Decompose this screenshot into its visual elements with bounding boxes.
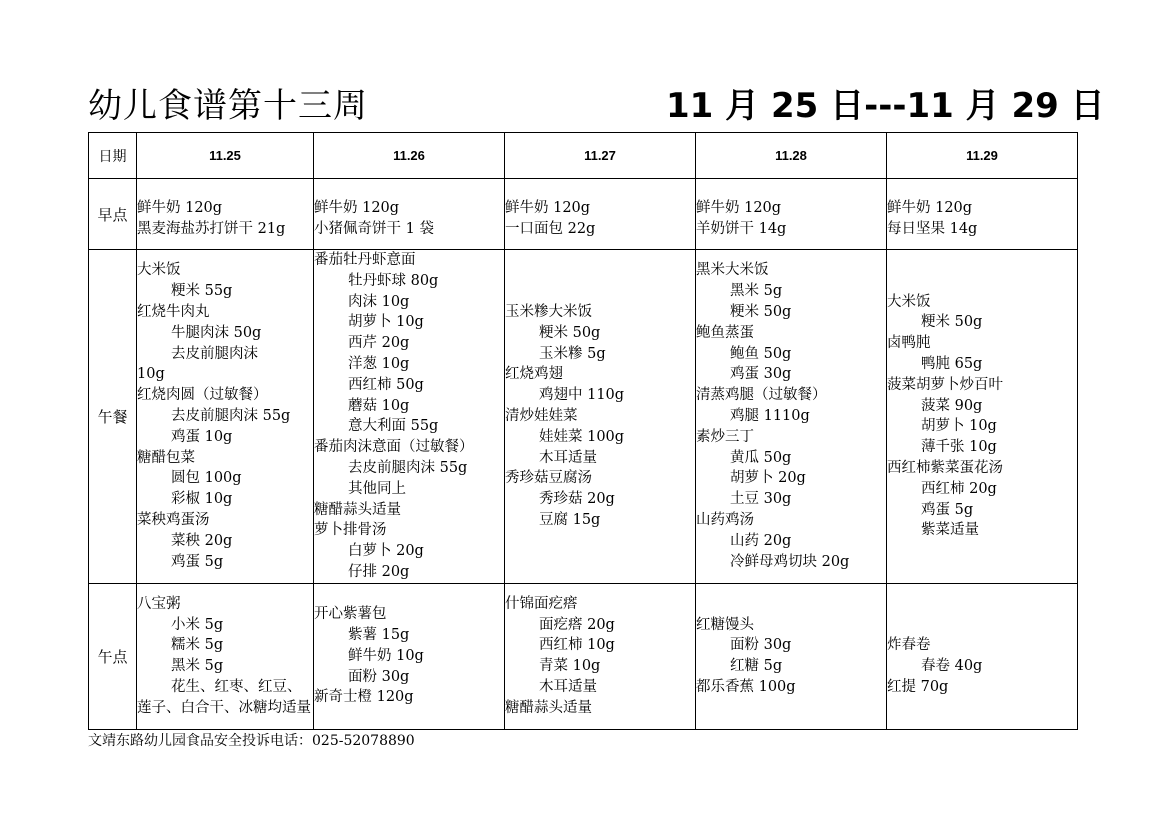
menu-cell <box>696 179 887 250</box>
ingredient-line: 菠菜 90g <box>921 397 983 414</box>
row-label-lunch: 午餐 <box>89 250 137 584</box>
day-header: 11.28 <box>696 133 887 179</box>
ingredient-line: 去皮前腿肉沫 <box>171 345 258 362</box>
ingredient-line: 山药 20g <box>730 532 792 549</box>
ingredient-line: 面疙瘩 20g <box>539 616 615 633</box>
header-row <box>89 133 1078 179</box>
menu-item: 鲜牛奶 120g <box>696 200 782 217</box>
dish-name: 菜秧鸡蛋汤 <box>137 511 210 528</box>
ingredient-line: 鸡腿 1110g <box>730 407 810 424</box>
menu-cell <box>887 250 1078 584</box>
ingredient-line: 鸭肫 65g <box>921 355 983 372</box>
ingredient-line: 冷鲜母鸡切块 20g <box>730 553 850 570</box>
ingredient-line: 鲍鱼 50g <box>730 345 792 362</box>
dish-name: 番茄肉沫意面（过敏餐） <box>314 439 474 456</box>
breakfast-row <box>89 179 1078 250</box>
ingredient-line: 牛腿肉沫 50g <box>171 324 262 341</box>
dish-name: 红提 70g <box>887 679 949 696</box>
ingredient-line: 仔排 20g <box>348 563 410 580</box>
menu-cell <box>696 250 887 584</box>
ingredient-line: 紫菜适量 <box>921 522 979 539</box>
menu-item: 一口面包 22g <box>505 221 596 237</box>
ingredient-line: 土豆 30g <box>730 491 792 508</box>
date-header-label: 日期 <box>89 133 137 179</box>
dish-name: 番茄牡丹虾意面 <box>314 252 416 268</box>
dish-name: 八宝粥 <box>137 595 181 612</box>
dish-name: 红烧牛肉丸 <box>137 303 210 320</box>
menu-cell <box>137 250 314 584</box>
dish-name <box>887 615 1077 636</box>
day-header: 11.25 <box>137 133 314 179</box>
dish-name: 秀珍菇豆腐汤 <box>505 470 592 487</box>
ingredient-line: 西红柿 50g <box>348 376 424 393</box>
dish-name: 西红柿紫菜蛋花汤 <box>887 459 1003 476</box>
dish-name: 清炒娃娃菜 <box>505 407 578 424</box>
ingredient-line: 粳米 55g <box>171 283 233 300</box>
menu-cell <box>887 583 1078 729</box>
ingredient-line: 去皮前腿肉沫 55g <box>348 459 468 476</box>
menu-item: 鲜牛奶 120g <box>505 200 591 217</box>
ingredient-line: 春卷 40g <box>921 658 983 675</box>
menu-cell <box>314 250 505 584</box>
dish-name: 糖醋包菜 <box>137 449 195 466</box>
menu-cell <box>137 179 314 250</box>
dish-name: 糖醋蒜头适量 <box>505 699 592 716</box>
dish-name: 炸春卷 <box>887 637 931 654</box>
menu-item: 鲜牛奶 120g <box>137 200 223 217</box>
ingredient-line: 薄千张 10g <box>921 439 997 456</box>
ingredient-line: 鸡蛋 10g <box>171 428 233 445</box>
afternoon-snack-row <box>89 583 1078 729</box>
dish-name: 大米饭 <box>887 293 931 310</box>
menu-cell <box>887 179 1078 250</box>
dish-name: 新奇士橙 120g <box>314 689 414 706</box>
ingredient-line: 鲜牛奶 10g <box>348 647 424 664</box>
ingredient-line: 鸡蛋 5g <box>171 553 224 570</box>
ingredient-line: 其他同上 <box>348 480 406 497</box>
ingredient-line: 秀珍菇 20g <box>539 491 615 508</box>
dish-name: 都乐香蕉 100g <box>696 679 796 696</box>
row-label-snack: 午点 <box>89 583 137 729</box>
ingredient-line: 意大利面 55g <box>348 418 439 435</box>
ingredient-line: 娃娃菜 100g <box>539 428 625 445</box>
ingredient-line: 牡丹虾球 80g <box>348 272 439 289</box>
day-header: 11.27 <box>505 133 696 179</box>
ingredient-line: 粳米 50g <box>921 314 983 331</box>
menu-cell <box>505 250 696 584</box>
menu-item: 羊奶饼干 14g <box>696 221 787 237</box>
menu-item: 小猪佩奇饼干 1 袋 <box>314 221 434 237</box>
menu-item: 黑麦海盐苏打饼干 21g <box>137 221 286 237</box>
page-title: 幼儿食谱第十三周 <box>88 86 368 126</box>
day-header: 11.29 <box>887 133 1078 179</box>
ingredient-line: 西芹 20g <box>348 335 410 352</box>
ingredient-line: 洋葱 10g <box>348 355 410 372</box>
date-range: 11 月 25 日---11 月 29 日 <box>666 86 1105 126</box>
menu-cell <box>137 583 314 729</box>
dish-name: 什锦面疙瘩 <box>505 595 578 612</box>
dish-name: 素炒三丁 <box>696 428 754 445</box>
ingredient-line: 糯米 5g <box>171 637 224 654</box>
dish-name: 红糖馒头 <box>696 616 754 633</box>
ingredient-line: 肉沫 10g <box>348 293 410 310</box>
ingredient-line: 玉米糁 5g <box>539 345 606 362</box>
lunch-row <box>89 250 1078 584</box>
ingredient-line: 鸡翅中 110g <box>539 387 625 404</box>
ingredient-line: 西红柿 20g <box>921 480 997 497</box>
ingredient-line: 鸡蛋 5g <box>921 501 974 518</box>
dish-name: 菠菜胡萝卜炒百叶 <box>887 376 1003 393</box>
ingredient-line: 蘑菇 10g <box>348 397 410 414</box>
row-label-breakfast: 早点 <box>89 179 137 250</box>
dish-name: 开心紫薯包 <box>314 606 387 623</box>
dish-name: 萝卜排骨汤 <box>314 522 387 539</box>
ingredient-line: 面粉 30g <box>348 668 410 685</box>
ingredient-line: 鸡蛋 30g <box>730 366 792 383</box>
dish-name: 红烧鸡翅 <box>505 366 563 383</box>
menu-item: 每日坚果 14g <box>887 221 978 237</box>
ingredient-line: 黑米 5g <box>730 283 783 300</box>
dish-name: 山药鸡汤 <box>696 511 754 528</box>
dish-name: 鲍鱼蒸蛋 <box>696 324 754 341</box>
ingredient-line: 圆包 100g <box>171 470 242 487</box>
ingredient-line: 花生、红枣、红豆、莲子、白合干、冰糖均适量 <box>137 679 311 716</box>
ingredient-line: 黄瓜 50g <box>730 449 792 466</box>
ingredient-line: 面粉 30g <box>730 637 792 654</box>
ingredient-line: 豆腐 15g <box>539 511 601 528</box>
ingredient-line: 彩椒 10g <box>171 491 233 508</box>
menu-cell <box>505 179 696 250</box>
ingredient-line: 红糖 5g <box>730 658 783 675</box>
ingredient-line: 黑米 5g <box>171 658 224 675</box>
dish-name: 清蒸鸡腿（过敏餐） <box>696 387 827 404</box>
day-header: 11.26 <box>314 133 505 179</box>
ingredient-line: 青菜 10g <box>539 658 601 675</box>
ingredient-line: 木耳适量 <box>539 679 597 696</box>
menu-item: 鲜牛奶 120g <box>887 200 973 217</box>
menu-cell <box>696 583 887 729</box>
dish-name: 糖醋蒜头适量 <box>314 501 401 518</box>
ingredient-line: 紫薯 15g <box>348 627 410 644</box>
ingredient-line: 小米 5g <box>171 616 224 633</box>
ingredient-line: 胡萝卜 20g <box>730 470 806 487</box>
menu-cell <box>314 583 505 729</box>
menu-item: 10g <box>137 366 165 383</box>
menu-table <box>88 132 1078 730</box>
menu-item: 鲜牛奶 120g <box>314 200 400 217</box>
dish-name: 黑米大米饭 <box>696 262 769 279</box>
menu-cell <box>314 179 505 250</box>
menu-cell <box>505 583 696 729</box>
ingredient-line: 木耳适量 <box>539 449 597 466</box>
dish-name: 红烧肉圆（过敏餐） <box>137 387 268 404</box>
ingredient-line: 胡萝卜 10g <box>921 418 997 435</box>
dish-name: 卤鸭肫 <box>887 335 931 352</box>
ingredient-line: 菜秧 20g <box>171 532 233 549</box>
ingredient-line: 粳米 50g <box>539 324 601 341</box>
ingredient-line: 粳米 50g <box>730 303 792 320</box>
dish-name: 大米饭 <box>137 262 181 279</box>
dish-name: 玉米糁大米饭 <box>505 303 592 320</box>
ingredient-line: 胡萝卜 10g <box>348 314 424 331</box>
complaint-hotline-footer: 文靖东路幼儿园食品安全投诉电话：025-52078890 <box>88 733 415 749</box>
ingredient-line: 西红柿 10g <box>539 637 615 654</box>
ingredient-line: 去皮前腿肉沫 55g <box>171 407 291 424</box>
ingredient-line: 白萝卜 20g <box>348 543 424 560</box>
